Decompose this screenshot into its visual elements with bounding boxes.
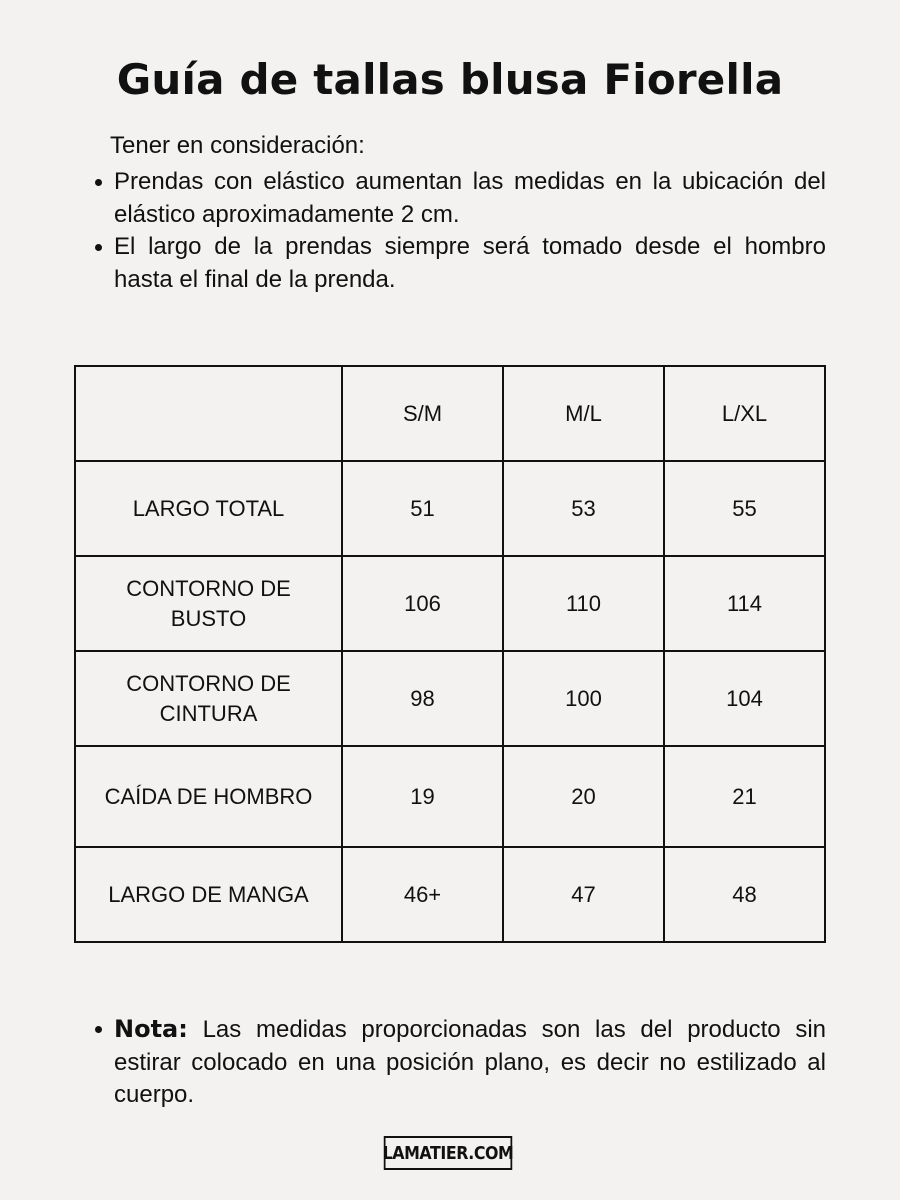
table-cell: 46+ bbox=[342, 847, 503, 942]
table-cell: 21 bbox=[664, 746, 825, 847]
table-row bbox=[75, 651, 825, 746]
table-cell: 48 bbox=[664, 847, 825, 942]
considerations-list bbox=[90, 166, 826, 296]
list-item: Prendas con elástico aumentan las medidas en la ubicación del elástico aproximadamente 2 cm. bbox=[90, 166, 826, 231]
table-cell: 53 bbox=[503, 461, 664, 556]
row-label: LARGO TOTAL bbox=[75, 461, 342, 556]
table-cell: 110 bbox=[503, 556, 664, 651]
row-label: CONTORNO DE CINTURA bbox=[75, 651, 342, 746]
table-cell: 20 bbox=[503, 746, 664, 847]
header-size-sm: S/M bbox=[342, 366, 503, 461]
brand-logo: LAMATIER.COM bbox=[384, 1136, 512, 1170]
table-header-row bbox=[75, 366, 825, 461]
table-cell: 100 bbox=[503, 651, 664, 746]
size-table bbox=[74, 365, 826, 943]
table-row bbox=[75, 461, 825, 556]
row-label: CONTORNO DE BUSTO bbox=[75, 556, 342, 651]
page-title: Guía de tallas blusa Fiorella bbox=[116, 55, 784, 104]
row-label: CAÍDA DE HOMBRO bbox=[75, 746, 342, 847]
table-cell: 98 bbox=[342, 651, 503, 746]
table-row bbox=[75, 556, 825, 651]
table-cell: 55 bbox=[664, 461, 825, 556]
table-cell: 51 bbox=[342, 461, 503, 556]
table-cell: 106 bbox=[342, 556, 503, 651]
table-row bbox=[75, 746, 825, 847]
note-text: Las medidas proporcionadas son las del producto sin estirar colocado en una posición plano, es decir no estilizado al cuerpo. bbox=[114, 1016, 826, 1108]
list-item: El largo de la prendas siempre será tomado desde el hombro hasta el final de la prenda. bbox=[90, 231, 826, 296]
header-size-ml: M/L bbox=[503, 366, 664, 461]
intro-text: Tener en consideración: bbox=[110, 132, 365, 159]
table-row bbox=[75, 847, 825, 942]
table-cell: 104 bbox=[664, 651, 825, 746]
row-label: LARGO DE MANGA bbox=[75, 847, 342, 942]
note-list bbox=[90, 1013, 826, 1112]
table-cell: 114 bbox=[664, 556, 825, 651]
table-cell: 47 bbox=[503, 847, 664, 942]
header-empty-cell bbox=[75, 366, 342, 461]
note-item bbox=[90, 1013, 826, 1112]
table-cell: 19 bbox=[342, 746, 503, 847]
header-size-lxl: L/XL bbox=[664, 366, 825, 461]
note-label: Nota: bbox=[114, 1015, 188, 1043]
